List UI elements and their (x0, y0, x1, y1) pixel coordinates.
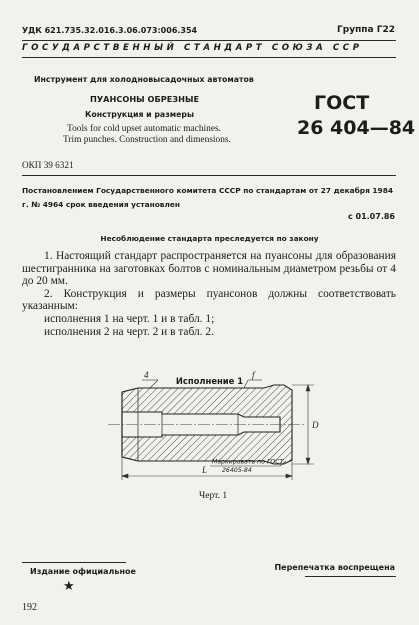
label-d: D (312, 420, 319, 430)
gost-number: 26 404—84 (297, 117, 416, 139)
official-edition: Издание официальное (30, 567, 136, 576)
page-number: 192 (22, 602, 37, 613)
title-en-line1: Tools for cold upset automatic machines. (67, 124, 221, 134)
okp-code: ОКП 39 6321 (22, 160, 74, 170)
paragraph-3: исполнения 1 на черт. 1 и в табл. 1; (44, 312, 215, 325)
gost-label: ГОСТ (314, 92, 370, 114)
title-ru-line2: ПУАНСОНЫ ОБРЕЗНЫЕ (90, 94, 200, 104)
marking-text: Маркировать по ГОСТ (212, 458, 284, 466)
label-f: f (252, 370, 255, 380)
top-rule (22, 40, 396, 41)
marking-number: 26405-84 (222, 467, 252, 474)
okp-rule (22, 175, 396, 176)
title-en-line2: Trim punches. Construction and dimensions. (63, 135, 231, 145)
footer-rule-right (305, 576, 396, 577)
paragraph-2: 2. Конструкция и размеры пуансонов должны соответствовать указанным: (22, 287, 396, 313)
resolution-text: Постановлением Государственного комитета СССР по стандартам от 27 декабря 1984 г. № 4964 срок введения установлен (22, 186, 393, 209)
group-code: Группа Г22 (337, 25, 395, 35)
paragraph-1: 1. Настоящий стандарт распространяется на пуансоны для образования шестигранника на заготовках болтов с номинальным диаметром резьбы от 4 до 20 мм. (22, 250, 396, 288)
footer-rule-left (22, 562, 126, 563)
intro-date: с 01.07.86 (347, 212, 395, 221)
standard-name: ГОСУДАРСТВЕННЫЙ СТАНДАРТ СОЮЗА ССР (22, 43, 363, 53)
leader-f (244, 380, 262, 388)
punch-drawing (98, 362, 338, 487)
star-icon: ★ (63, 578, 75, 593)
udk-code: УДК 621.735.32.016.3.06.073:006.354 (22, 26, 198, 35)
paragraph-4: исполнения 2 на черт. 2 и в табл. 2. (44, 325, 214, 338)
label-4: 4 (144, 370, 149, 380)
label-l: L (202, 465, 208, 475)
leader-4 (142, 380, 158, 388)
figure-caption: Черт. 1 (199, 490, 228, 501)
execution-title: Исполнение 1 (175, 376, 244, 386)
title-ru-line1: Инструмент для холодновысадочных автоматов (34, 75, 254, 84)
header-rule (22, 57, 396, 58)
law-warning: Несоблюдение стандарта преследуется по закону (100, 234, 319, 243)
body-text (22, 250, 396, 338)
title-ru-line3: Конструкция и размеры (85, 110, 195, 119)
reprint-notice: Перепечатка воспрещена (274, 563, 395, 572)
